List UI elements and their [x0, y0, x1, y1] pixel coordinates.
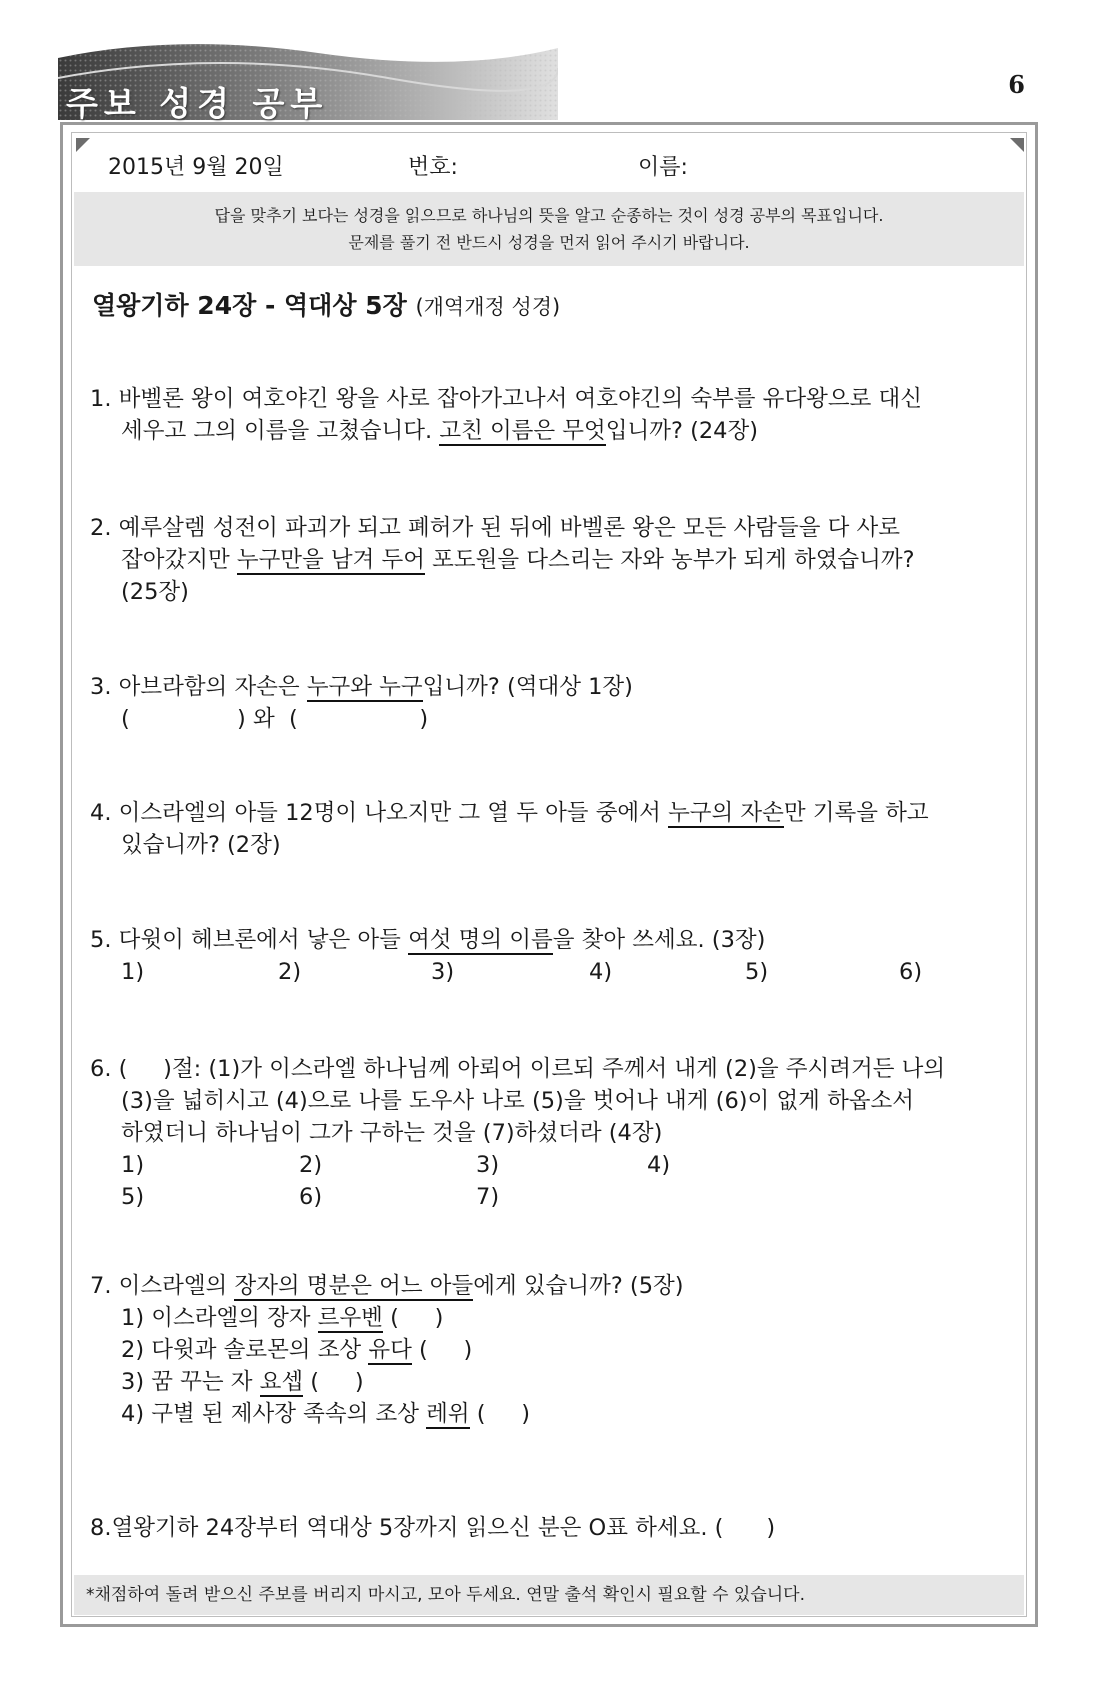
question-3: [90, 671, 1015, 735]
text: 입니까? (24장): [605, 418, 759, 444]
answer-slot[interactable]: 1): [121, 959, 145, 985]
question-1: [90, 383, 1015, 447]
question-line: [90, 797, 1015, 829]
footer-note: *채점하여 돌려 받으신 주보를 버리지 마시고, 모아 두세요. 연말 출석 확인시 필요할 수 있습니다.: [74, 1575, 1024, 1615]
option-item[interactable]: [90, 1366, 1015, 1398]
answer-slot[interactable]: 4): [589, 959, 613, 985]
text: 7. 이스라엘의: [90, 1273, 235, 1299]
text: 입니까? (역대상 1장): [422, 674, 633, 700]
text: 4) 구별 된 제사장 족속의 조상: [121, 1401, 427, 1427]
corner-ornament: [1010, 138, 1024, 152]
page-number: 6: [1008, 70, 1025, 99]
answer-blank[interactable]: ( ): [382, 1305, 444, 1331]
question-line: 있습니까? (2장): [121, 832, 281, 858]
question-line: [90, 924, 1015, 956]
answer-slot[interactable]: 2): [278, 959, 302, 985]
answer-slot[interactable]: 3): [431, 959, 455, 985]
text: 잡아갔지만: [121, 547, 237, 573]
bulletin-title: 주보 성경 공부: [66, 84, 329, 123]
answer-slot[interactable]: 6): [299, 1184, 323, 1210]
name-label: 이름:: [638, 155, 688, 180]
question-5: [90, 924, 1015, 988]
option-item[interactable]: [90, 1398, 1015, 1430]
text: 4. 이스라엘의 아들 12명이 나오지만 그 열 두 아들 중에서: [90, 800, 669, 826]
question-line: 6. ( )절: (1)가 이스라엘 하나님께 아뢰어 이르되 주께서 내게 (2)을 주시려거든 나의: [90, 1056, 946, 1082]
text: 에게 있습니까? (5장): [473, 1273, 684, 1299]
question-line: (25장): [121, 579, 189, 605]
answer-blanks[interactable]: ( ) 와 ( ): [121, 706, 429, 732]
answer-slot[interactable]: 5): [121, 1184, 145, 1210]
underlined-keyword: 유다: [368, 1337, 412, 1363]
answer-slot[interactable]: 4): [647, 1152, 671, 1178]
underlined-keyword: 고친 이름은 무엇: [439, 418, 606, 444]
number-label: 번호:: [408, 155, 458, 180]
question-line: 8.열왕기하 24장부터 역대상 5장까지 읽으신 분은 O표 하세요. ( ): [90, 1515, 776, 1541]
question-line: (3)을 넓히시고 (4)으로 나를 도우사 나로 (5)을 벗어나 내게 (6)이 없게 하옵소서: [121, 1088, 915, 1114]
answer-row: [90, 1149, 1015, 1181]
question-line: 1. 바벨론 왕이 여호야긴 왕을 사로 잡아가고나서 여호야긴의 숙부를 유다왕으로 대신: [90, 386, 922, 412]
question-6: [90, 1053, 1015, 1213]
date-text: 2015년 9월 20일: [108, 155, 284, 180]
question-2: [90, 512, 1015, 608]
section-subtitle: (개역개정 성경): [415, 295, 561, 319]
underlined-keyword: 레위: [426, 1401, 470, 1427]
notice-line: 문제를 풀기 전 반드시 성경을 먼저 읽어 주시기 바랍니다.: [348, 233, 750, 252]
text: 5. 다윗이 헤브론에서 낳은 아들: [90, 927, 409, 953]
answer-slot[interactable]: 6): [899, 959, 923, 985]
answer-blank[interactable]: ( ): [411, 1337, 473, 1363]
question-line: [90, 415, 1015, 447]
text: 3. 아브라함의 자손은: [90, 674, 307, 700]
question-line: 하였더니 하나님이 그가 구하는 것을 (7)하셨더라 (4장): [121, 1120, 663, 1146]
text: 포도원을 다스리는 자와 농부가 되게 하였습니까?: [425, 547, 915, 573]
answer-slot[interactable]: 1): [121, 1152, 145, 1178]
underlined-keyword: 장자의 명분은 어느 아들: [234, 1273, 474, 1299]
text: 을 찾아 쓰세요. (3장): [552, 927, 766, 953]
answer-row: [90, 1181, 1015, 1213]
question-line: [90, 671, 1015, 703]
question-8: [90, 1512, 1015, 1544]
option-item[interactable]: [90, 1302, 1015, 1334]
text: 1) 이스라엘의 장자: [121, 1305, 318, 1331]
section-title-text: 열왕기하 24장 - 역대상 5장: [92, 291, 407, 320]
notice-box: [74, 192, 1024, 266]
question-line: [90, 544, 1015, 576]
question-4: [90, 797, 1015, 861]
answer-slot[interactable]: 7): [476, 1184, 500, 1210]
corner-ornament: [76, 138, 90, 152]
text: 2) 다윗과 솔로몬의 조상: [121, 1337, 369, 1363]
underlined-keyword: 요셉: [259, 1369, 304, 1395]
question-7: [90, 1270, 1015, 1430]
answer-blank[interactable]: ( ): [469, 1401, 531, 1427]
section-title: [92, 286, 560, 322]
text: 3) 꿈 꾸는 자: [121, 1369, 260, 1395]
question-line: [90, 1270, 1015, 1302]
answer-slot[interactable]: 3): [476, 1152, 500, 1178]
underlined-keyword: 르우벤: [317, 1305, 383, 1331]
underlined-keyword: 여섯 명의 이름: [408, 927, 553, 953]
option-item[interactable]: [90, 1334, 1015, 1366]
notice-line: 답을 맞추기 보다는 성경을 읽으므로 하나님의 뜻을 알고 순종하는 것이 성경 공부의 목표입니다.: [214, 206, 884, 225]
question-line: 2. 예루살렘 성전이 파괴가 되고 폐허가 된 뒤에 바벨론 왕은 모든 사람들을 다 사로: [90, 515, 900, 541]
answer-slot[interactable]: 2): [299, 1152, 323, 1178]
answer-slot[interactable]: 5): [745, 959, 769, 985]
answer-row: [90, 956, 1015, 988]
underlined-keyword: 누구의 자손: [668, 800, 784, 826]
underlined-keyword: 누구와 누구: [306, 674, 423, 700]
answer-blank[interactable]: ( ): [303, 1369, 364, 1395]
underlined-keyword: 누구만을 남겨 두어: [236, 547, 426, 573]
text: 세우고 그의 이름을 고쳤습니다.: [121, 418, 440, 444]
text: 만 기록을 하고: [783, 800, 929, 826]
